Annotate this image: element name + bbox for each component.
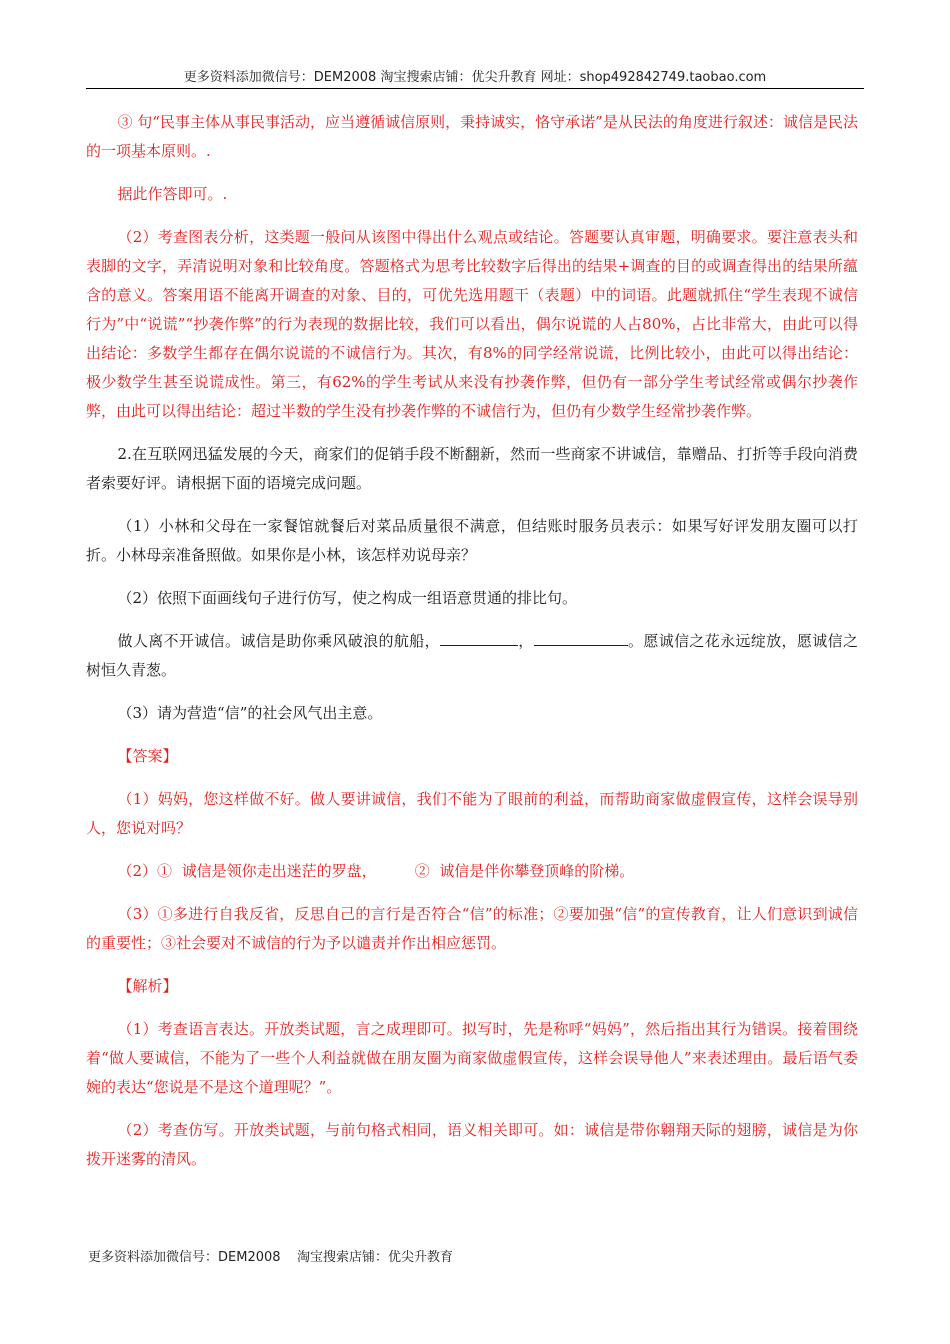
analysis-conclusion: 据此作答即可。.	[117, 185, 228, 203]
question-2-part-3: （3）请为营造“信”的社会风气出主意。	[117, 704, 383, 722]
question-2-part-2: （2）依照下面画线句子进行仿写，使之构成一组语意贯通的排比句。	[117, 589, 578, 607]
document-body	[86, 108, 858, 1188]
imitation-separator: ，	[517, 632, 534, 650]
question-2-part-1: （1）小林和父母在一家餐馆就餐后对菜品质量很不满意，但结账时服务员表示：如果写好评发朋友圈可以打折。小林母亲准备照做。如果你是小林，该怎样劝说母亲？	[86, 517, 858, 564]
answer-heading: 【答案】	[117, 747, 178, 765]
header-divider	[86, 88, 864, 89]
page-header: 更多资料添加微信号：DEM2008 淘宝搜索店铺：优尖升教育 网址：shop492842749.taobao.com	[183, 70, 767, 85]
question-2-imitation-sentence	[86, 627, 858, 685]
imitation-text-b: 。愿诚信之花永远绽放，愿诚信之树恒久青葱。	[86, 632, 858, 679]
question-2-intro: 2.在互联网迅猛发展的今天，商家们的促销手段不断翻新，然而一些商家不讲诚信，靠赠品、打折等手段向消费者索要好评。请根据下面的语境完成问题。	[86, 445, 858, 492]
analysis-paragraph-3: ③ 句“民事主体从事民事活动，应当遵循诚信原则，秉持诚实，恪守承诺”是从民法的角度进行叙述：诚信是民法的一项基本原则。.	[86, 113, 858, 160]
fill-blank-1	[440, 630, 518, 646]
answer-2: （2）① 诚信是领你走出迷茫的罗盘， ② 诚信是伴你攀登顶峰的阶梯。	[117, 862, 635, 880]
fill-blank-2	[534, 630, 628, 646]
answer-3: （3）①多进行自我反省，反思自己的言行是否符合“信”的标准；②要加强“信”的宣传教育，让人们意识到诚信的重要性；③社会要对不诚信的行为予以谴责并作出相应惩罚。	[86, 905, 858, 952]
analysis-2: （2）考查仿写。开放类试题，与前句格式相同，语义相关即可。如：诚信是带你翱翔天际的翅膀，诚信是为你拨开迷雾的清风。	[86, 1121, 858, 1168]
analysis-heading: 【解析】	[117, 977, 178, 995]
imitation-text-a: 做人离不开诚信。诚信是助你乘风破浪的航船，	[117, 632, 440, 650]
answer-1: （1）妈妈，您这样做不好。做人要讲诚信，我们不能为了眼前的利益，而帮助商家做虚假宣传，这样会误导别人，您说对吗？	[86, 790, 858, 837]
analysis-chart-paragraph: （2）考查图表分析，这类题一般问从该图中得出什么观点或结论。答题要认真审题，明确要求。要注意表头和表脚的文字，弄清说明对象和比较角度。答题格式为思考比较数字后得出的结果+调查的目的或调查得出的结果所蕴含的意义。答案用语不能离开调查的对象、目的，可优先选用题干（表题）中的词语。此题就抓住“学生表现不诚信行为”中“说谎”“抄袭作弊”的行为表现的数据比较，我们可以看出，偶尔说谎的人占80%，占比非常大，由此可以得出结论：多数学生都存在偶尔说谎的不诚信行为。其次，有8%的同学经常说谎，比例比较小，由此可以得出结论：极少数学生甚至说谎成性。第三，有62%的学生考试从来没有抄袭作弊，但仍有一部分学生考试经常或偶尔抄袭作弊，由此可以得出结论：超过半数的学生没有抄袭作弊的不诚信行为，但仍有少数学生经常抄袭作弊。	[86, 228, 858, 420]
analysis-1: （1）考查语言表达。开放类试题，言之成理即可。拟写时，先是称呼“妈妈”，然后指出其行为错误。接着围绕着“做人要诚信，不能为了一些个人利益就做在朋友圈为商家做虚假宣传，这样会误导他人”来表述理由。最后语气委婉的表达“您说是不是这个道理呢？”。	[86, 1020, 858, 1096]
page-footer: 更多资料添加微信号：DEM2008 淘宝搜索店铺：优尖升教育	[88, 1250, 454, 1265]
